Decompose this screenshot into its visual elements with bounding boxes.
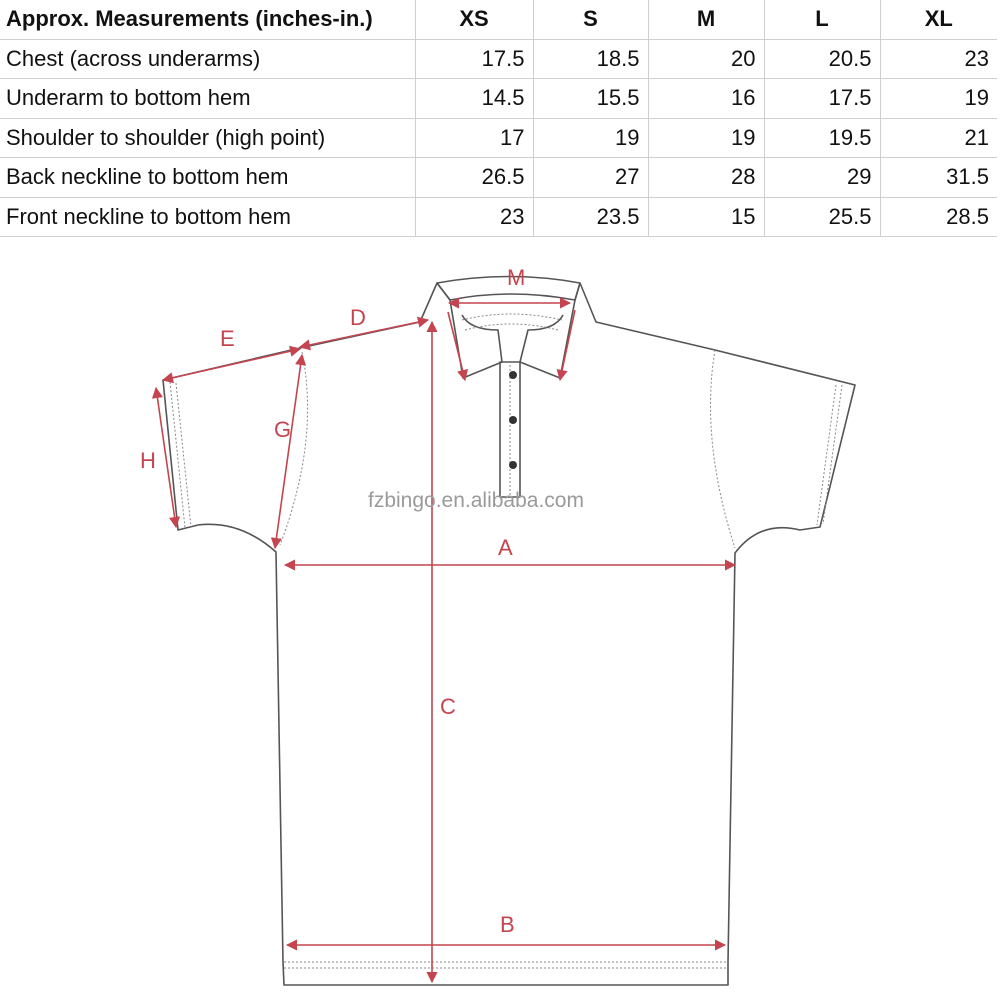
cell-value: 25.5 xyxy=(764,197,880,237)
cell-value: 20 xyxy=(648,39,764,79)
cell-value: 20.5 xyxy=(764,39,880,79)
header-size-l: L xyxy=(764,0,880,39)
cell-value: 18.5 xyxy=(533,39,648,79)
polo-shirt-outline xyxy=(163,277,855,986)
label-a: A xyxy=(498,535,513,560)
cell-value: 17 xyxy=(415,118,533,158)
cell-value: 15.5 xyxy=(533,79,648,119)
cell-value: 29 xyxy=(764,158,880,198)
label-c: C xyxy=(440,694,456,719)
label-d: D xyxy=(350,305,366,330)
measurement-lines xyxy=(156,303,735,982)
label-g: G xyxy=(274,417,292,442)
cell-value: 16 xyxy=(648,79,764,119)
cell-value: 28 xyxy=(648,158,764,198)
measure-line-e xyxy=(163,349,300,380)
header-size-m: M xyxy=(648,0,764,39)
cell-value: 31.5 xyxy=(880,158,997,198)
cell-value: 23.5 xyxy=(533,197,648,237)
right-armhole-seam xyxy=(711,350,736,548)
cell-value: 19 xyxy=(533,118,648,158)
header-measurements: Approx. Measurements (inches-in.) xyxy=(0,0,415,39)
cell-value: 19 xyxy=(648,118,764,158)
measure-line-m-right xyxy=(560,310,575,380)
cell-value: 17.5 xyxy=(415,39,533,79)
measurement-labels xyxy=(140,265,525,937)
cell-value: 14.5 xyxy=(415,79,533,119)
measure-line-m-left xyxy=(448,312,465,380)
header-size-xl: XL xyxy=(880,0,997,39)
cell-value: 19.5 xyxy=(764,118,880,158)
watermark: fzbingo.en.alibaba.com xyxy=(368,489,584,512)
cell-value: 19 xyxy=(880,79,997,119)
row-label: Front neckline to bottom hem xyxy=(0,197,415,237)
header-size-xs: XS xyxy=(415,0,533,39)
cell-value: 17.5 xyxy=(764,79,880,119)
measure-line-g xyxy=(275,355,302,548)
row-label: Back neckline to bottom hem xyxy=(0,158,415,198)
cell-value: 28.5 xyxy=(880,197,997,237)
label-m: M xyxy=(507,265,526,290)
cell-value: 23 xyxy=(415,197,533,237)
header-size-s: S xyxy=(533,0,648,39)
label-b: B xyxy=(500,912,515,937)
label-e: E xyxy=(220,326,235,351)
row-label: Shoulder to shoulder (high point) xyxy=(0,118,415,158)
cell-value: 23 xyxy=(880,39,997,79)
row-label: Underarm to bottom hem xyxy=(0,79,415,119)
cell-value: 26.5 xyxy=(415,158,533,198)
cell-value: 21 xyxy=(880,118,997,158)
cell-value: 15 xyxy=(648,197,764,237)
row-label: Chest (across underarms) xyxy=(0,39,415,79)
hem-stitch xyxy=(284,962,728,968)
left-armhole-seam xyxy=(280,352,308,545)
shirt-body-outline xyxy=(163,283,855,985)
label-h: H xyxy=(140,448,156,473)
cell-value: 27 xyxy=(533,158,648,198)
